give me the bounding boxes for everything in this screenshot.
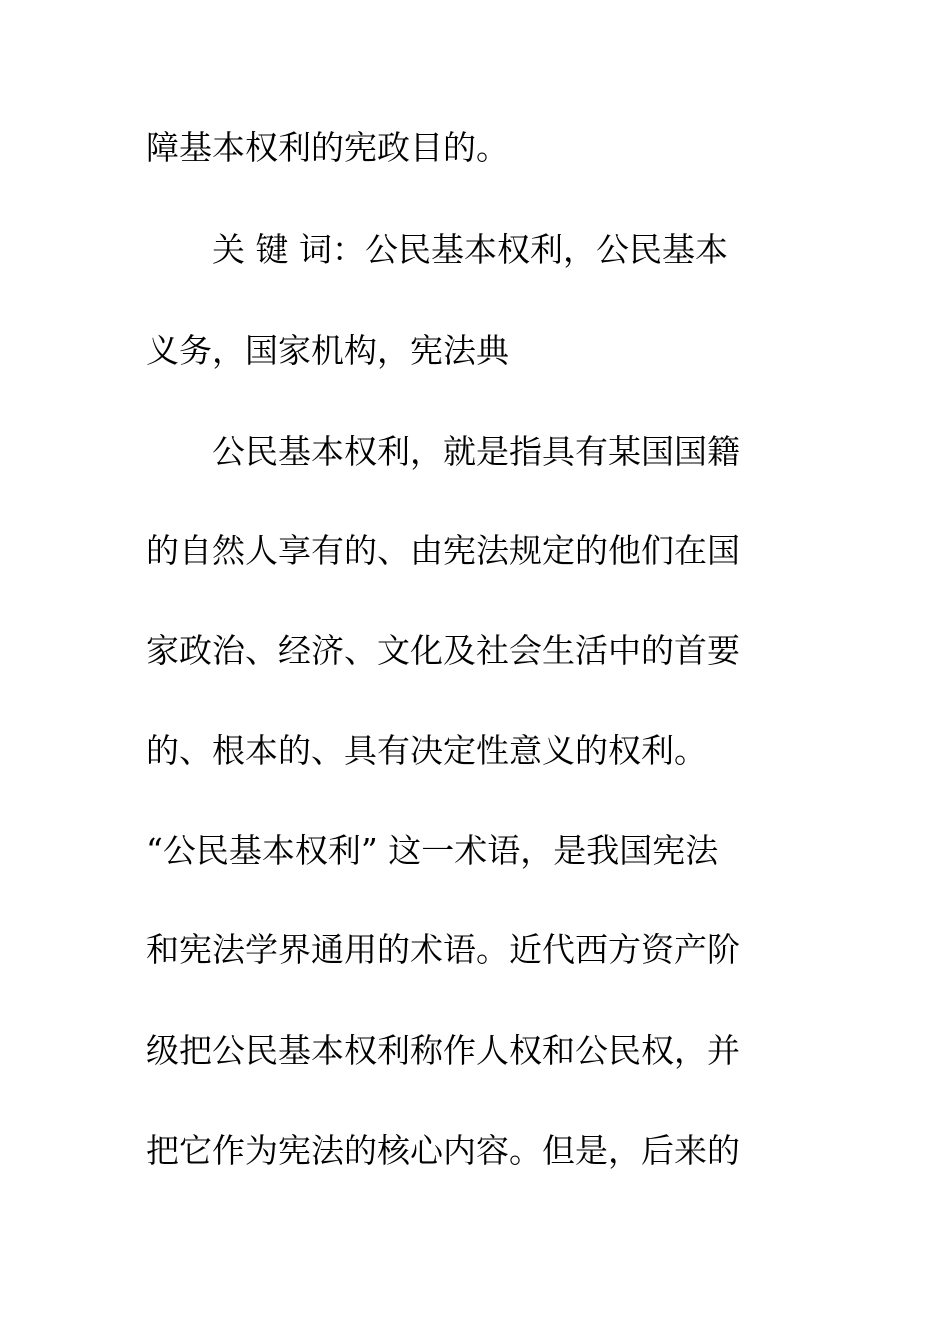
- paragraph-first-line: 公民基本权利，就是指具有某国国籍: [212, 432, 740, 471]
- text-line: “公民基本权利” 这一术语，是我国宪法: [146, 831, 719, 870]
- text-line: 和宪法学界通用的术语。近代西方资产阶: [146, 930, 740, 969]
- text-line: 级把公民基本权利称作人权和公民权，并: [146, 1031, 740, 1070]
- text-line: 的自然人享有的、由宪法规定的他们在国: [146, 531, 740, 570]
- text-line: 家政治、经济、文化及社会生活中的首要: [146, 631, 740, 670]
- text-line: 障基本权利的宪政目的。: [146, 128, 509, 167]
- text-line: 义务，国家机构，宪法典: [146, 331, 509, 370]
- text-line: 的、根本的、具有决定性意义的权利。: [146, 731, 707, 770]
- text-line: 把它作为宪法的核心内容。但是，后来的: [146, 1131, 740, 1170]
- keywords-line: 关 键 词：公民基本权利，公民基本: [212, 230, 728, 269]
